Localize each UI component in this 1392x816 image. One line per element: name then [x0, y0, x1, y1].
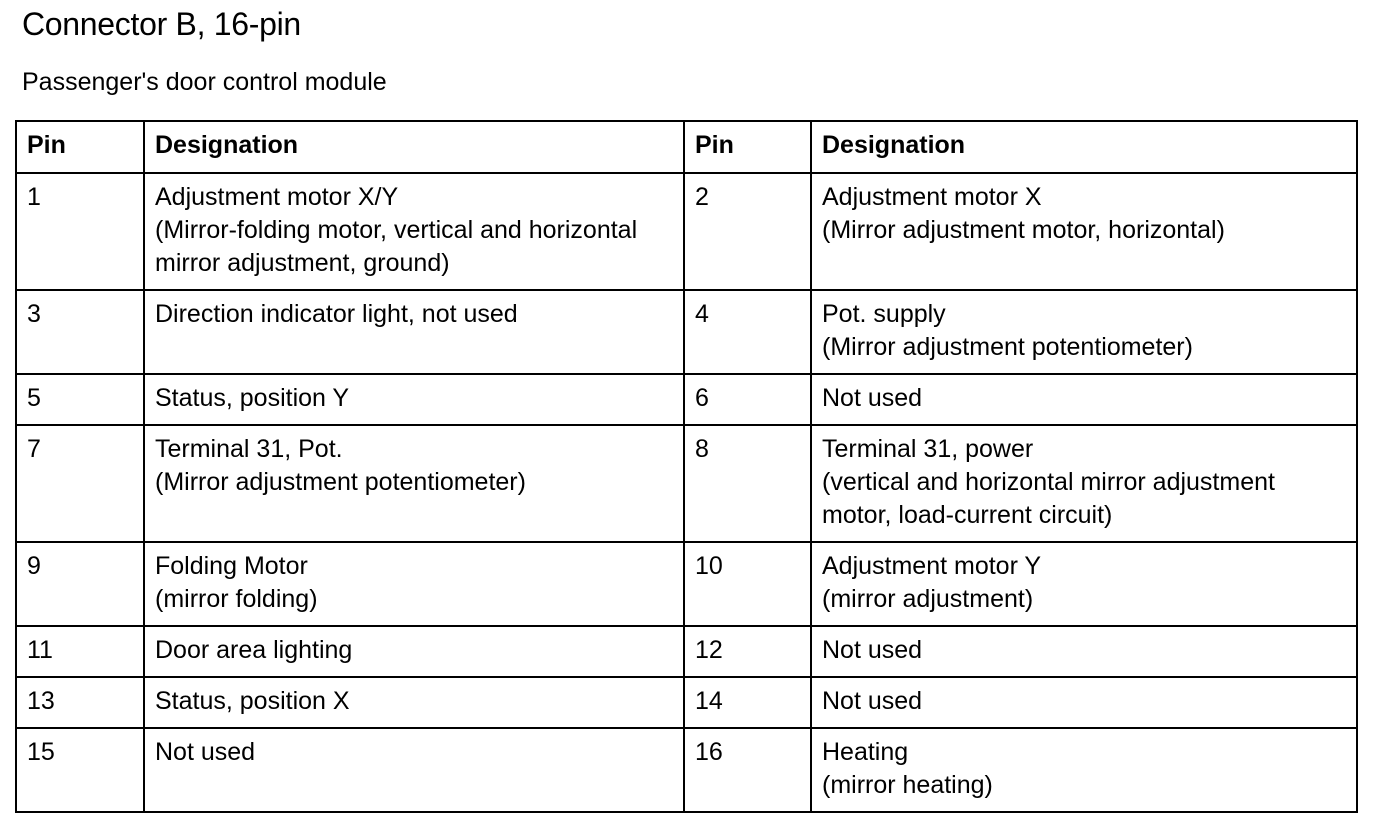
- designation-line: Adjustment motor X/Y: [155, 183, 399, 211]
- pin-designation: [811, 677, 1357, 728]
- pin-number: 10: [684, 542, 811, 626]
- designation-line: (Mirror adjustment motor, horizontal): [822, 216, 1225, 244]
- pin-designation: [144, 425, 684, 542]
- pin-number: 4: [684, 290, 811, 374]
- table-row: [16, 542, 1357, 626]
- pin-designation: [144, 374, 684, 425]
- pin-number: 2: [684, 173, 811, 290]
- pin-designation: [811, 626, 1357, 677]
- pin-number: 15: [16, 728, 144, 812]
- designation-line: mirror adjustment, ground): [155, 249, 450, 277]
- designation-line: Not used: [822, 636, 923, 664]
- pin-designation: [144, 626, 684, 677]
- designation-line: (Mirror adjustment potentiometer): [822, 333, 1193, 361]
- designation-line: (Mirror adjustment potentiometer): [155, 468, 526, 496]
- designation-line: Door area lighting: [155, 636, 353, 664]
- pin-number: 1: [16, 173, 144, 290]
- pin-number: 3: [16, 290, 144, 374]
- designation-line: Terminal 31, Pot.: [155, 435, 343, 463]
- pin-number: 6: [684, 374, 811, 425]
- pin-designation: [144, 173, 684, 290]
- designation-line: Not used: [822, 384, 923, 412]
- pin-number: 13: [16, 677, 144, 728]
- designation-line: Not used: [822, 687, 923, 715]
- pin-designation: [811, 728, 1357, 812]
- pin-assignment-table: [15, 120, 1358, 813]
- designation-line: (mirror adjustment): [822, 585, 1034, 613]
- pin-designation: [811, 425, 1357, 542]
- table-row: [16, 626, 1357, 677]
- pin-designation: [811, 374, 1357, 425]
- pin-number: 12: [684, 626, 811, 677]
- pin-designation: [811, 542, 1357, 626]
- designation-line: motor, load-current circuit): [822, 501, 1113, 529]
- designation-line: Adjustment motor Y: [822, 552, 1042, 580]
- page-title: Connector B, 16-pin: [22, 6, 301, 42]
- pin-number: 14: [684, 677, 811, 728]
- page-subtitle: Passenger's door control module: [22, 68, 387, 96]
- table-row: [16, 374, 1357, 425]
- pin-designation: [144, 677, 684, 728]
- pin-number: 16: [684, 728, 811, 812]
- designation-line: (Mirror-folding motor, vertical and horizontal: [155, 216, 638, 244]
- header-pin: Pin: [16, 121, 144, 173]
- designation-line: Pot. supply: [822, 300, 946, 328]
- table-header-row: [16, 121, 1357, 173]
- header-designation: Designation: [144, 121, 684, 173]
- pin-number: 8: [684, 425, 811, 542]
- pin-number: 11: [16, 626, 144, 677]
- table-row: [16, 290, 1357, 374]
- table-row: [16, 173, 1357, 290]
- pin-designation: [811, 173, 1357, 290]
- designation-line: Direction indicator light, not used: [155, 300, 518, 328]
- header-pin: Pin: [684, 121, 811, 173]
- designation-line: (mirror folding): [155, 585, 318, 613]
- designation-line: Heating: [822, 738, 909, 766]
- designation-line: Folding Motor: [155, 552, 308, 580]
- designation-line: Status, position Y: [155, 384, 350, 412]
- table-row: [16, 728, 1357, 812]
- pin-designation: [144, 728, 684, 812]
- pin-designation: [144, 542, 684, 626]
- designation-line: Not used: [155, 738, 256, 766]
- designation-line: (vertical and horizontal mirror adjustment: [822, 468, 1275, 496]
- table-row: [16, 677, 1357, 728]
- designation-line: (mirror heating): [822, 771, 993, 799]
- pin-number: 5: [16, 374, 144, 425]
- pin-number: 7: [16, 425, 144, 542]
- pin-designation: [144, 290, 684, 374]
- designation-line: Terminal 31, power: [822, 435, 1034, 463]
- pin-number: 9: [16, 542, 144, 626]
- header-designation: Designation: [811, 121, 1357, 173]
- table-row: [16, 425, 1357, 542]
- designation-line: Status, position X: [155, 687, 350, 715]
- pin-designation: [811, 290, 1357, 374]
- designation-line: Adjustment motor X: [822, 183, 1042, 211]
